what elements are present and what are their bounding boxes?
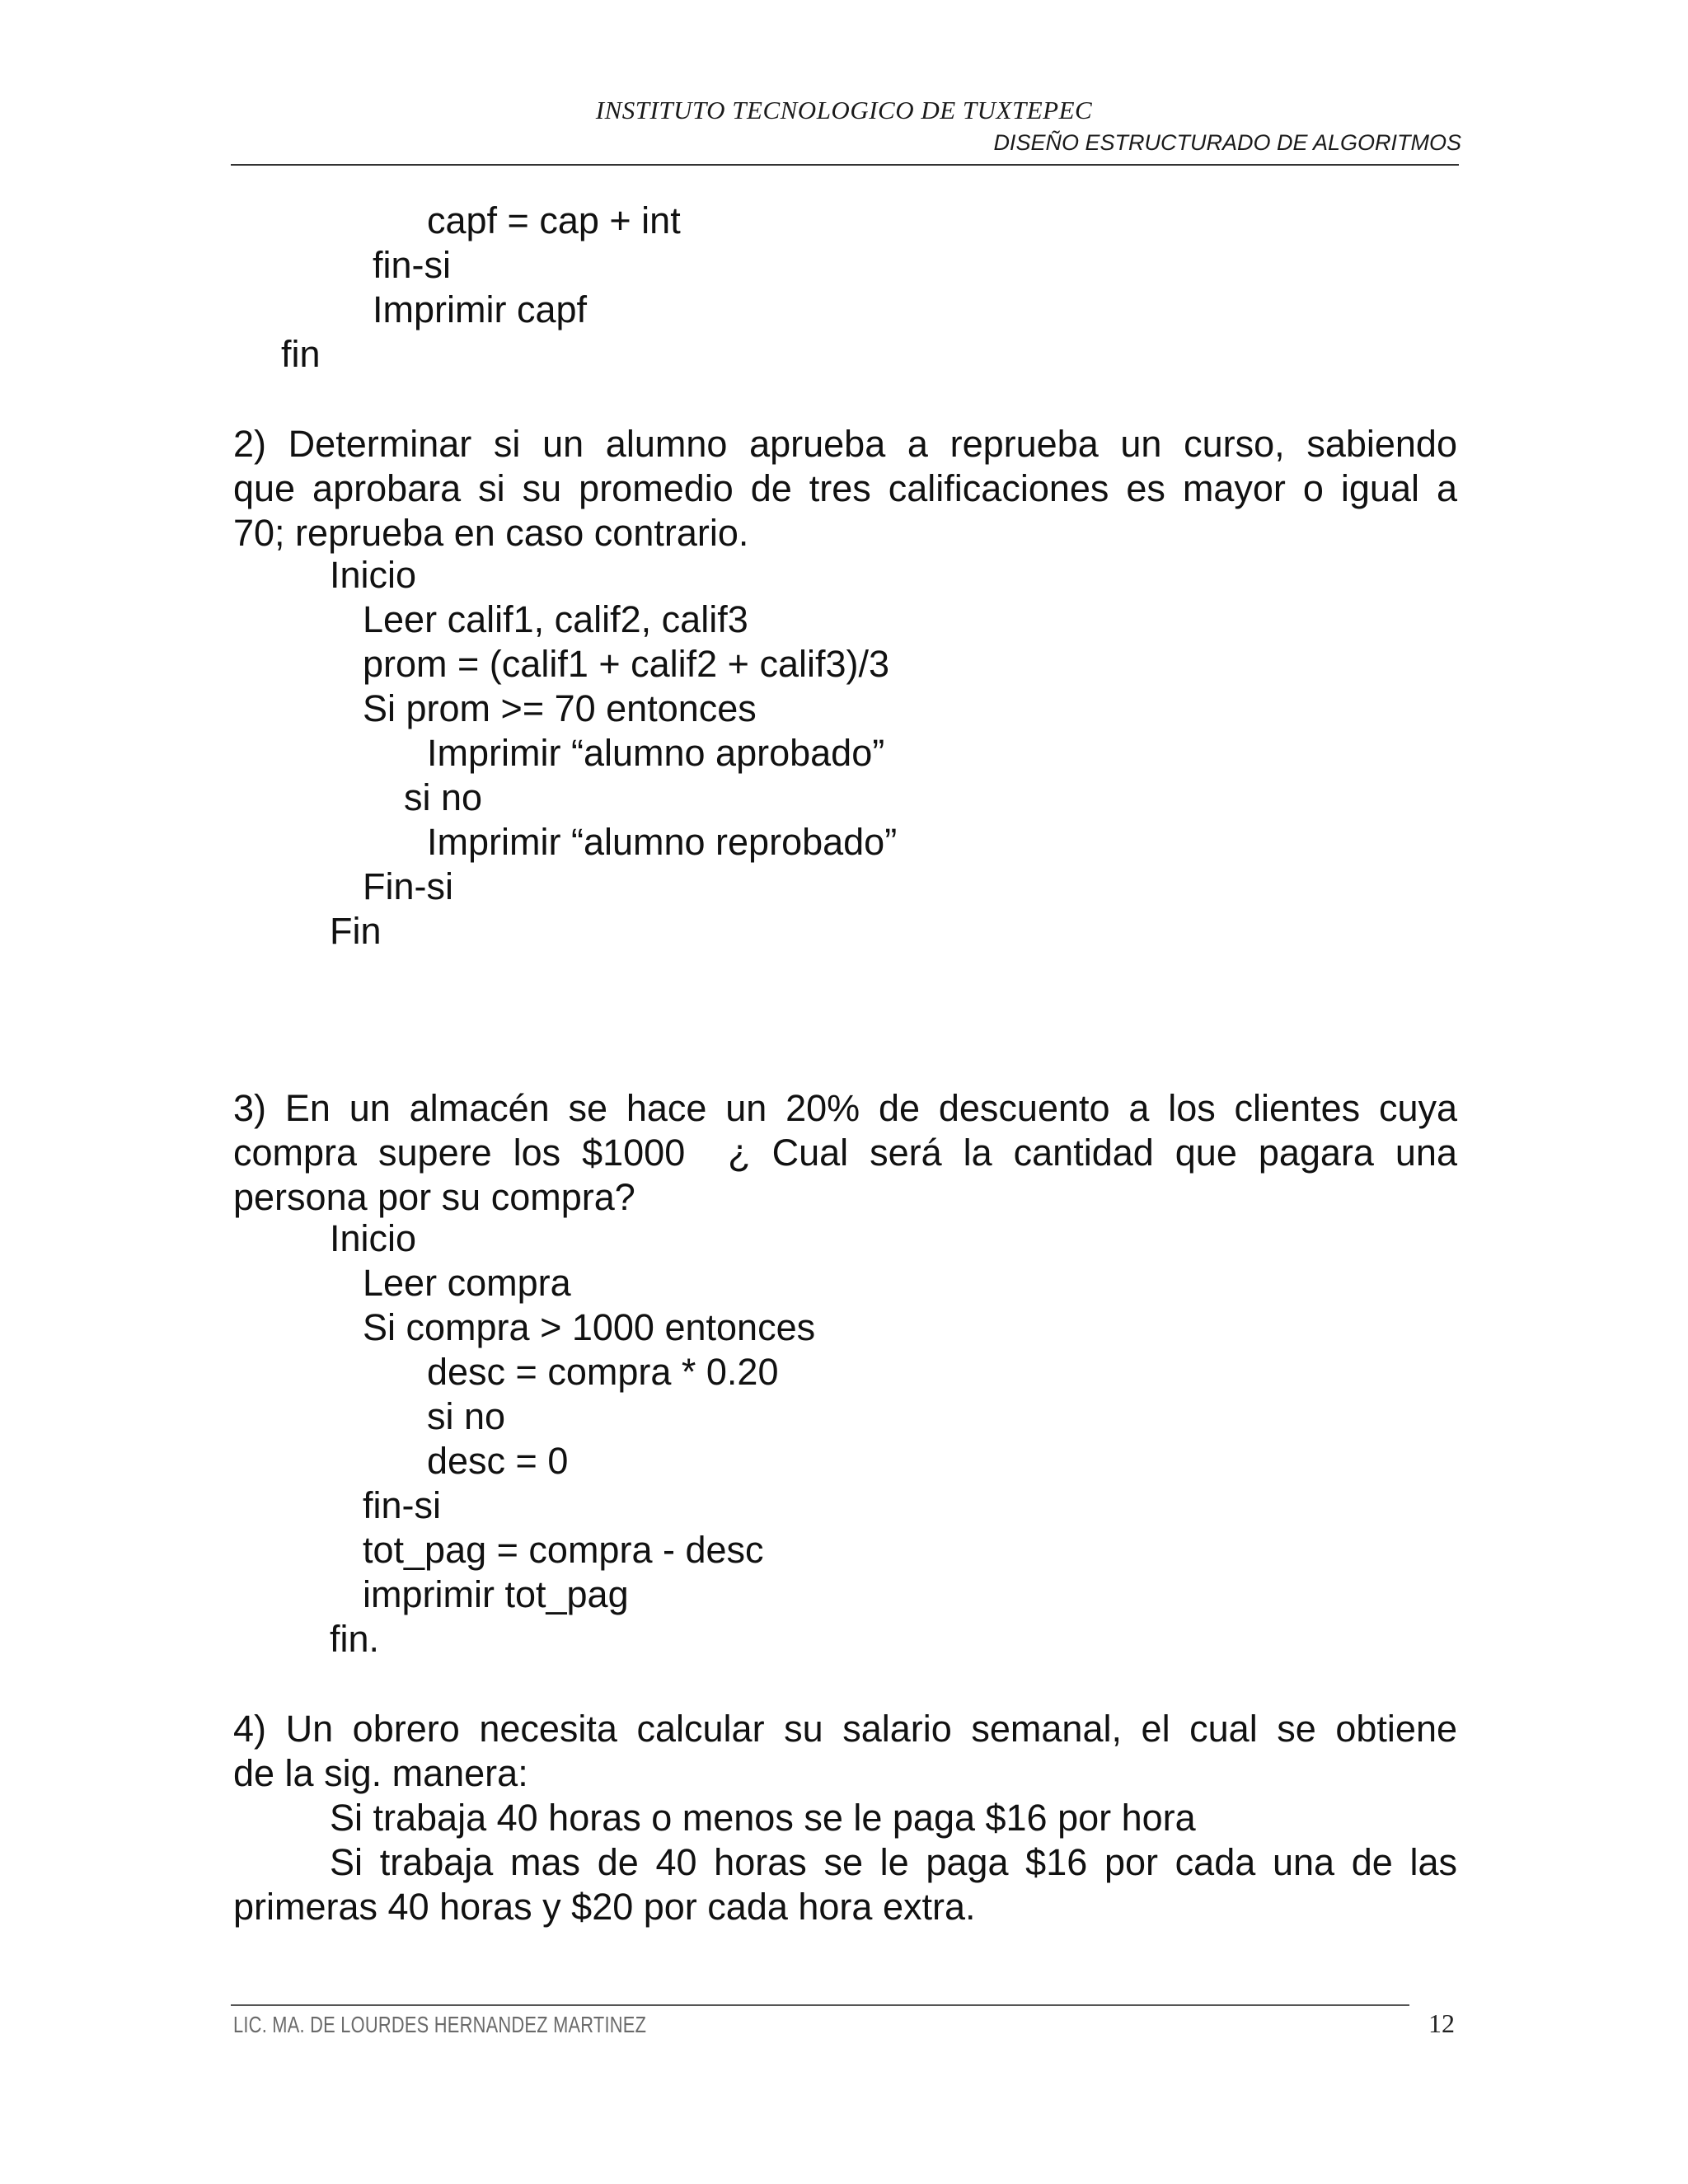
footer-author: LIC. MA. DE LOURDES HERNANDEZ MARTINEZ (233, 2012, 647, 2037)
code-line: Si prom >= 70 entonces (363, 687, 757, 729)
code-line: Inicio (330, 554, 417, 596)
code-line: si no (404, 776, 483, 818)
page-number: 12 (1428, 2008, 1455, 2038)
code-line: fin-si (373, 244, 452, 286)
statement-line: 2) Determinar si un alumno aprueba a reprueba un curso, sabiendo (233, 423, 1457, 465)
statement-line: persona por su compra? (233, 1176, 635, 1218)
problem-2-statement (233, 422, 1457, 555)
code-line: Imprimir “alumno aprobado” (427, 732, 885, 774)
statement-line: de la sig. manera: (233, 1752, 528, 1794)
rule-line: Si trabaja mas de 40 horas se le paga $16 por cada una de las (330, 1841, 1457, 1883)
code-line: fin-si (363, 1484, 442, 1526)
code-line: fin (281, 333, 321, 375)
statement-line: 3) En un almacén se hace un 20% de descuento a los clientes cuya (233, 1087, 1457, 1129)
code-line: si no (427, 1395, 506, 1437)
code-line: fin. (330, 1618, 380, 1660)
code-line: Si compra > 1000 entonces (363, 1306, 816, 1348)
statement-line: compra supere los $1000 ¿ Cual será la cantidad que pagara una (233, 1132, 1457, 1174)
code-line: Fin-si (363, 865, 453, 907)
rule-line: Si trabaja 40 horas o menos se le paga $16 por hora (330, 1797, 1196, 1839)
code-line: Leer calif1, calif2, calif3 (363, 598, 748, 640)
code-line: desc = compra * 0.20 (427, 1351, 779, 1393)
code-line: capf = cap + int (427, 199, 681, 241)
code-line: tot_pag = compra - desc (363, 1529, 764, 1571)
header-institution: INSTITUTO TECNOLOGICO DE TUXTEPEC (595, 96, 1093, 124)
code-line: Fin (330, 910, 382, 952)
rule-line: primeras 40 horas y $20 por cada hora extra. (233, 1886, 976, 1928)
code-line: Inicio (330, 1217, 417, 1259)
header-divider (231, 164, 1459, 166)
footer-divider (231, 2004, 1409, 2006)
problem-3-statement (233, 1086, 1457, 1220)
problem-4-statement (233, 1707, 1457, 1796)
code-line: Imprimir “alumno reprobado” (427, 821, 898, 863)
statement-line: 4) Un obrero necesita calcular su salario semanal, el cual se obtiene (233, 1708, 1457, 1750)
code-line: Leer compra (363, 1262, 571, 1304)
statement-line: 70; reprueba en caso contrario. (233, 512, 749, 554)
header-course: DISEÑO ESTRUCTURADO DE ALGORITMOS (993, 130, 1461, 155)
code-line: prom = (calif1 + calif2 + calif3)/3 (363, 643, 890, 685)
code-line: imprimir tot_pag (363, 1573, 629, 1615)
statement-line: que aprobara si su promedio de tres calificaciones es mayor o igual a (233, 467, 1457, 509)
code-line: desc = 0 (427, 1440, 569, 1482)
code-line: Imprimir capf (373, 288, 588, 330)
